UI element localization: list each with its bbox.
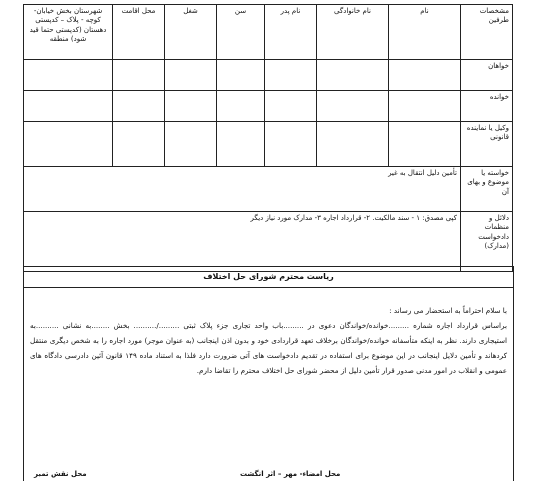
defendant-job-cell[interactable] — [165, 91, 217, 122]
plaintiff-family-cell[interactable] — [317, 60, 389, 91]
lawyer-row — [24, 122, 513, 167]
plaintiff-age-cell[interactable] — [217, 60, 265, 91]
defendant-family-cell[interactable] — [317, 91, 389, 122]
defendant-label: خوانده — [461, 91, 513, 122]
evidence-value: کپی مصدق: ۱ - سند مالکیت. ۲- قرارداد اجاره ۳- مدارک مورد نیاز دیگر — [24, 212, 461, 272]
title-divider — [24, 287, 513, 288]
parties-table — [23, 4, 513, 272]
header-father: نام پدر — [265, 5, 317, 60]
lawyer-father-cell[interactable] — [265, 122, 317, 167]
stamp-label: محل نقش تمبر — [34, 470, 87, 478]
evidence-label: دلائل و منظمات دادخواست (مدارک) — [461, 212, 513, 272]
plaintiff-address-cell[interactable] — [24, 60, 113, 91]
lawyer-age-cell[interactable] — [217, 122, 265, 167]
lawyer-address-cell[interactable] — [24, 122, 113, 167]
plaintiff-job-cell[interactable] — [165, 60, 217, 91]
evidence-row — [24, 212, 513, 272]
lawyer-residence-cell[interactable] — [113, 122, 165, 167]
plaintiff-name-cell[interactable] — [389, 60, 461, 91]
header-job: شغل — [165, 5, 217, 60]
header-family: نام خانوادگی — [317, 5, 389, 60]
header-age: سن — [217, 5, 265, 60]
lawyer-name-cell[interactable] — [389, 122, 461, 167]
notice-title: ریاست محترم شورای حل اختلاف — [203, 272, 334, 281]
petition-notice — [23, 266, 514, 481]
lawyer-label: وکیل یا نماینده قانونی — [461, 122, 513, 167]
defendant-row — [24, 91, 513, 122]
header-address: شهرستان بخش خیابان- کوچه - پلاک – کدپستی دهستان (کدپستی حتما قید شود) منطقه — [24, 5, 113, 60]
defendant-age-cell[interactable] — [217, 91, 265, 122]
signature-label: محل امضاء- مهر – اثر انگشت — [240, 470, 341, 478]
notice-paragraph: براساس قرارداد اجاره شماره .........خوانده/خواندگان دعوی در .........باب واحد تجاری جزء پلاک ثبتی ........./.......... بخش ........به نشانی ..........به استیجاری دارند. نظر به اینکه متأسفانه خوانده/خواندگان برخلاف تعهد قراردادی خود و بدون اذن اینجانب (به عنوان موجر) مورد اجاره را به شخص دیگری منتقل کردهاند و تأمین دلایل اینجانب در این موضوع برای استفاده در تقدیم دادخواست های آتی ضرورت دارد فلذا به استناد ماده ۱۴۹ قانون آئین دادرسی دادگاه های عمومی و انقلاب در امور مدنی صدور قرار تأمین دلیل از محضر شورای حل اختلاف محترم را تقاضا دارم. — [30, 321, 507, 375]
header-residence: محل اقامت — [113, 5, 165, 60]
plaintiff-residence-cell[interactable] — [113, 60, 165, 91]
header-name: نام — [389, 5, 461, 60]
plaintiff-row — [24, 60, 513, 91]
defendant-father-cell[interactable] — [265, 91, 317, 122]
plaintiff-father-cell[interactable] — [265, 60, 317, 91]
notice-body — [30, 303, 507, 378]
subject-row — [24, 167, 513, 212]
subject-value: تأمین دلیل انتقال به غیر — [24, 167, 461, 212]
lawyer-job-cell[interactable] — [165, 122, 217, 167]
defendant-address-cell[interactable] — [24, 91, 113, 122]
subject-label: خواسته یا موضوع و بهای آن — [461, 167, 513, 212]
defendant-name-cell[interactable] — [389, 91, 461, 122]
header-row — [24, 5, 513, 60]
notice-greeting: با سلام احتراماً به استحضار می رساند : — [389, 306, 507, 315]
header-parties-label: مشخصات طرفین — [461, 5, 513, 60]
plaintiff-label: خواهان — [461, 60, 513, 91]
defendant-residence-cell[interactable] — [113, 91, 165, 122]
lawyer-family-cell[interactable] — [317, 122, 389, 167]
